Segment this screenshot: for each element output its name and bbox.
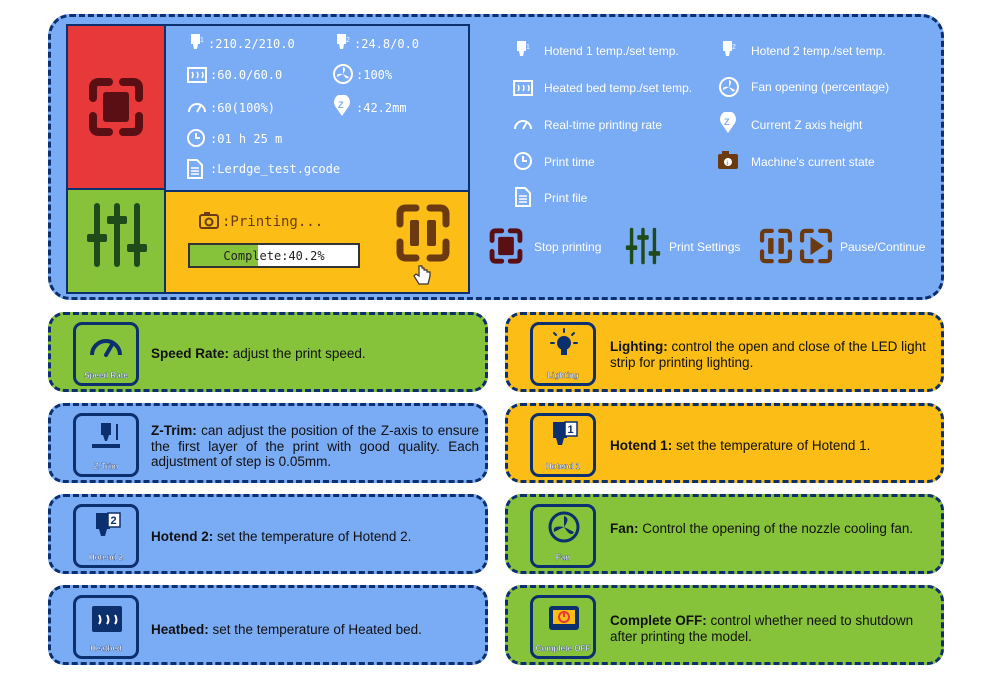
nozzle-2-icon [720, 40, 738, 60]
heatbed-icon [89, 602, 125, 636]
svg-text:2: 2 [110, 515, 117, 527]
lighting-description [610, 339, 932, 370]
fan-icon [547, 510, 581, 544]
stop-icon [83, 74, 149, 140]
lighting-text: control the open and close of the LED light strip for printing lighting. [610, 339, 926, 370]
z-axis-icon [89, 420, 123, 454]
svg-text:1: 1 [567, 424, 574, 436]
fan-button[interactable] [530, 504, 596, 568]
file-name: :Lerdge_test.gcode [210, 162, 341, 176]
z-trim-card [48, 403, 488, 483]
svg-text:i: i [726, 161, 728, 167]
z-height-icon [332, 95, 352, 117]
heatbed-title: Heatbed: [151, 622, 209, 637]
svg-text:Z: Z [724, 117, 730, 127]
hotend-2-caption: Hotend 2 [88, 553, 124, 562]
machine-state: :Printing... [222, 214, 324, 230]
nozzle-1-icon [549, 420, 581, 454]
hotend-2-description [151, 529, 471, 545]
speedometer-icon [186, 97, 208, 117]
stop-icon [486, 226, 526, 266]
svg-text:2: 2 [346, 37, 350, 44]
heatbed-description [151, 622, 471, 638]
hotend-1-card [505, 403, 944, 483]
file-icon [514, 187, 532, 207]
heatbed-icon [512, 77, 534, 97]
svg-text:1: 1 [526, 44, 530, 51]
z-trim-caption: Z-Trim [93, 462, 119, 471]
speed-rate-title: Speed Rate: [151, 346, 230, 361]
hand-pointer-icon [412, 264, 432, 286]
clock-icon [186, 128, 206, 148]
hotend-2-card [48, 494, 488, 574]
hotend-1-caption: Hotend 1 [545, 462, 581, 471]
legend-stop: Stop printing [534, 240, 602, 254]
lightbulb-icon [546, 327, 582, 363]
progress-label: Complete [223, 249, 282, 263]
power-icon [545, 602, 583, 636]
file-icon [186, 159, 204, 179]
z-height-icon [718, 112, 738, 134]
heatbed-icon [186, 64, 208, 84]
pause-button[interactable] [390, 200, 456, 286]
fan-percent: :100% [356, 68, 393, 82]
hotend-2-button[interactable] [73, 504, 139, 568]
complete-off-text: control whether need to shutdown after printing the model. [610, 613, 914, 644]
legend-state: Machine's current state [751, 155, 875, 169]
lighting-button[interactable] [530, 322, 596, 386]
legend-settings: Print Settings [669, 240, 741, 254]
print-time: :01 h 25 m [210, 132, 283, 146]
print-settings-button[interactable] [68, 190, 166, 292]
hotend-2-title: Hotend 2: [151, 529, 214, 544]
fan-text: Control the opening of the nozzle cooling fan. [638, 521, 914, 536]
z-height: :42.2mm [356, 101, 407, 115]
nozzle-1-icon [514, 40, 532, 60]
clock-icon [513, 151, 533, 171]
heatbed-card [48, 585, 488, 665]
svg-text:2: 2 [732, 44, 736, 51]
complete-off-card [505, 585, 944, 665]
fan-icon [332, 63, 354, 85]
speed-rate-caption: Speed Rate [84, 371, 128, 380]
progress-value: :40.2% [281, 249, 325, 263]
legend-hotend1: Hotend 1 temp./set temp. [544, 44, 679, 58]
speedometer-icon [88, 329, 124, 361]
progress-text [190, 249, 358, 263]
lighting-caption: Lighting [547, 371, 579, 380]
fan-caption: Fan [555, 553, 571, 562]
hotend-1-text: set the temperature of Hotend 1. [672, 438, 871, 453]
complete-off-caption: Complete OFF [535, 644, 591, 653]
fan-description [610, 521, 932, 537]
bed-temp: :60.0/60.0 [210, 68, 283, 82]
heatbed-text: set the temperature of Heated bed. [208, 622, 422, 637]
hotend-2-text: set the temperature of Hotend 2. [213, 529, 412, 544]
hotend1-temp: :210.2/210.0 [208, 37, 295, 51]
fan-title: Fan: [610, 521, 639, 536]
legend-bed: Heated bed temp./set temp. [544, 81, 693, 95]
pause-icon [756, 226, 796, 266]
speed-rate-card [48, 312, 488, 392]
z-trim-button[interactable] [73, 413, 139, 477]
z-trim-text: can adjust the position of the Z-axis to ensure the first layer of the print with good quality. Each adjustment of step is 0.05mm. [151, 423, 479, 469]
speed-rate-button[interactable] [73, 322, 139, 386]
fan-icon [718, 76, 740, 98]
play-icon [796, 226, 836, 266]
heatbed-button[interactable] [73, 595, 139, 659]
stop-button[interactable] [68, 26, 166, 190]
fan-card [505, 494, 944, 574]
svg-text:Z: Z [338, 100, 344, 110]
svg-text:1: 1 [200, 37, 204, 44]
speedometer-icon [512, 114, 534, 134]
hotend-1-title: Hotend 1: [610, 438, 673, 453]
lighting-title: Lighting: [610, 339, 668, 354]
legend-z: Current Z axis height [751, 118, 863, 132]
nozzle-2-icon [92, 511, 124, 545]
nozzle-1-icon [188, 33, 206, 53]
legend-time: Print time [544, 155, 595, 169]
complete-off-button[interactable] [530, 595, 596, 659]
pause-icon [390, 200, 456, 266]
speed-rate-text: adjust the print speed. [229, 346, 366, 361]
z-trim-title: Z-Trim: [151, 423, 197, 438]
lighting-card [505, 312, 944, 392]
legend-fan: Fan opening (percentage) [751, 80, 890, 94]
hotend-1-description [610, 438, 932, 454]
heatbed-caption: Heatbed [90, 644, 122, 653]
z-trim-description [151, 423, 479, 470]
legend-rate: Real-time printing rate [544, 118, 663, 132]
legend-hotend2: Hotend 2 temp./set temp. [751, 44, 886, 58]
sliders-icon [624, 226, 662, 266]
legend-file: Print file [544, 191, 588, 205]
machine-state-icon [716, 149, 740, 171]
complete-off-title: Complete OFF: [610, 613, 707, 628]
progress-bar [188, 243, 360, 268]
sliders-icon [85, 200, 149, 270]
print-rate: :60(100%) [210, 101, 276, 115]
hotend-1-button[interactable] [530, 413, 596, 477]
nozzle-2-icon [334, 33, 352, 53]
speed-rate-description [151, 346, 471, 362]
machine-state-icon [198, 210, 220, 230]
complete-off-description [610, 613, 932, 644]
legend-pause: Pause/Continue [840, 240, 926, 254]
hotend2-temp: :24.8/0.0 [354, 37, 420, 51]
